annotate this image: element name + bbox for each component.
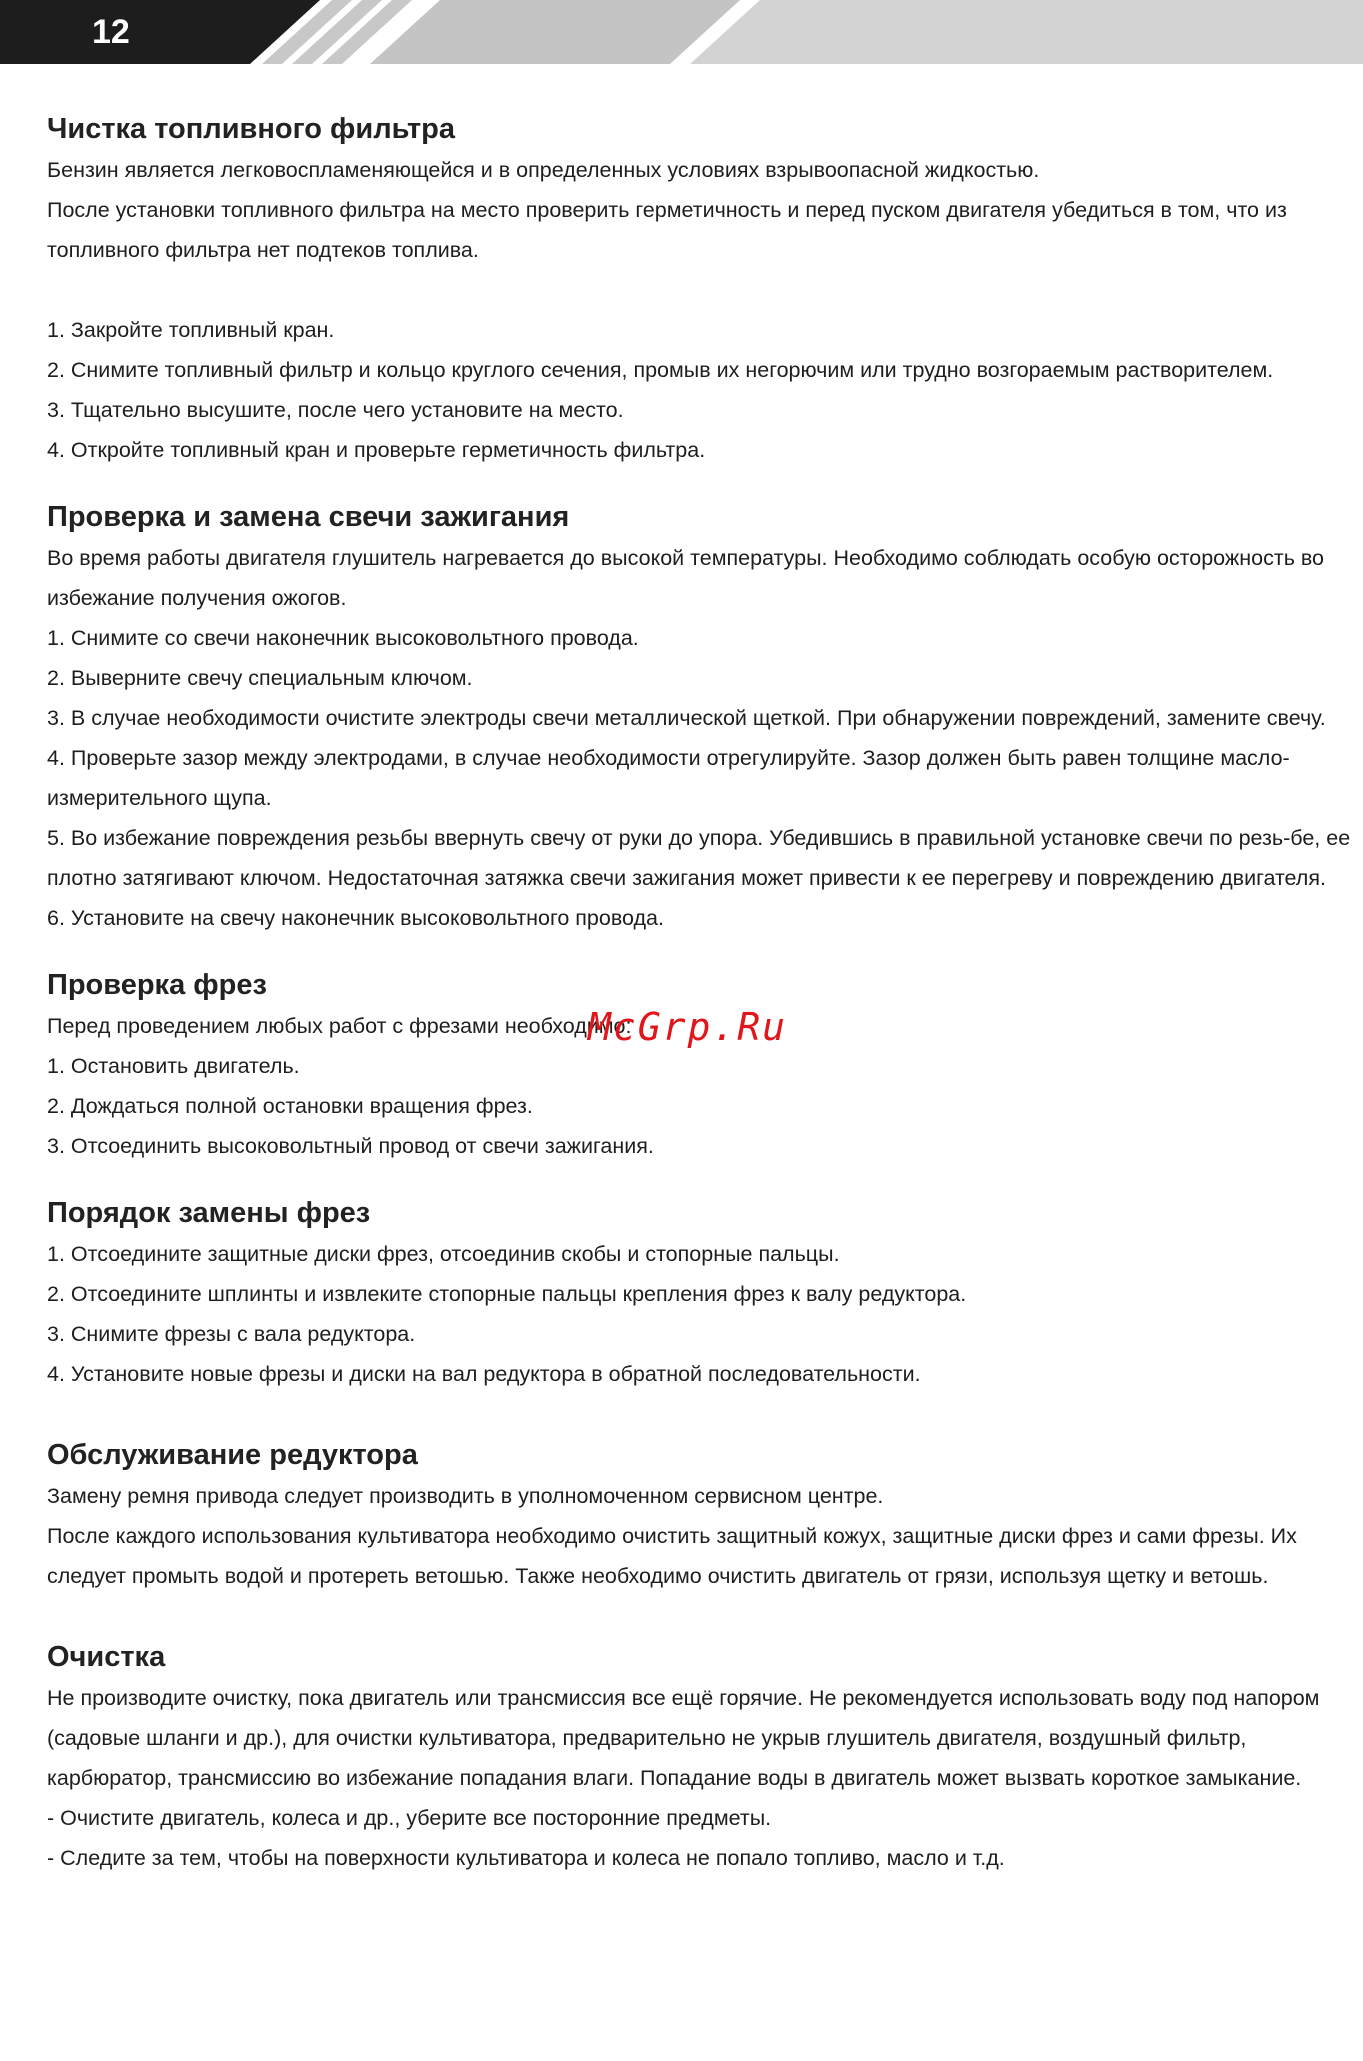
list-item: 1. Снимите со свечи наконечник высоковольтного провода. <box>47 626 639 650</box>
header-stripes-graphic <box>0 0 1363 64</box>
paragraph: Замену ремня привода следует производить в уполномоченном сервисном центре. <box>47 1484 884 1508</box>
section-tiller-check <box>47 964 1359 1166</box>
list-item: - Очистите двигатель, колеса и др., уберите все посторонние предметы. <box>47 1806 772 1830</box>
section-fuel-filter-cleaning <box>47 108 1359 470</box>
list-item: 4. Проверьте зазор между электродами, в случае необходимости отрегулируйте. Зазор должен быть равен толщине масло-измерительного щупа. <box>47 746 1290 810</box>
list-item: 2. Выверните свечу специальным ключом. <box>47 666 473 690</box>
list-item: - Следите за тем, чтобы на поверхности культиватора и колеса не попало топливо, масло и т.д. <box>47 1846 1005 1870</box>
list-item: 1. Отсоедините защитные диски фрез, отсоединив скобы и стопорные пальцы. <box>47 1242 840 1266</box>
section-title: Проверка фрез <box>47 969 267 1001</box>
list-item: 5. Во избежание повреждения резьбы ввернуть свечу от руки до упора. Убедившись в правильной установке свечи по резь-бе, ее плотно затягивают ключом. Недостаточная затяжка свечи зажигания может привести к ее перегреву и повреждению двигателя. <box>47 826 1351 890</box>
list-item: 3. В случае необходимости очистите электроды свечи металлической щеткой. При обнаружении повреждений, замените свечу. <box>47 706 1326 730</box>
section-spark-plug <box>47 496 1359 938</box>
paragraph: После каждого использования культиватора необходимо очистить защитный кожух, защитные диски фрез и сами фрезы. Их следует промыть водой и протереть ветошью. Также необходимо очистить двигатель от грязи, используя щетку и ветошь. <box>47 1524 1297 1588</box>
section-title: Чистка топливного фильтра <box>47 113 456 145</box>
section-title: Очистка <box>47 1641 166 1673</box>
paragraph: После установки топливного фильтра на место проверить герметичность и перед пуском двигателя убедиться в том, что из топливного фильтра нет подтеков топлива. <box>47 198 1287 262</box>
list-item: 1. Остановить двигатель. <box>47 1054 300 1078</box>
section-title: Проверка и замена свечи зажигания <box>47 501 570 533</box>
paragraph: Во время работы двигателя глушитель нагревается до высокой температуры. Необходимо соблюдать особую осторожность во избежание получения ожогов. <box>47 546 1325 610</box>
list-item: 6. Установите на свечу наконечник высоковольтного провода. <box>47 906 664 930</box>
list-item: 3. Снимите фрезы с вала редуктора. <box>47 1322 416 1346</box>
section-title: Обслуживание редуктора <box>47 1439 418 1471</box>
section-tiller-replacement <box>47 1192 1359 1394</box>
section-title: Порядок замены фрез <box>47 1197 371 1229</box>
section-gearbox-service <box>47 1434 1359 1596</box>
list-item: 2. Дождаться полной остановки вращения фрез. <box>47 1094 533 1118</box>
list-item: 2. Отсоедините шплинты и извлеките стопорные пальцы крепления фрез к валу редуктора. <box>47 1282 967 1306</box>
paragraph: Перед проведением любых работ с фрезами необходимо: <box>47 1014 632 1038</box>
list-item: 3. Тщательно высушите, после чего установите на место. <box>47 398 624 422</box>
list-item: 4. Установите новые фрезы и диски на вал редуктора в обратной последовательности. <box>47 1362 921 1386</box>
list-item: 1. Закройте топливный кран. <box>47 318 335 342</box>
list-item: 2. Снимите топливный фильтр и кольцо круглого сечения, промыв их негорючим или трудно возгораемым растворителем. <box>47 358 1274 382</box>
page-header-band <box>0 0 1363 64</box>
paragraph: Бензин является легковоспламеняющейся и в определенных условиях взрывоопасной жидкостью. <box>47 158 1040 182</box>
paragraph: Не производите очистку, пока двигатель или трансмиссия все ещё горячие. Не рекомендуется использовать воду под напором (садовые шланги и др.), для очистки культиватора, предварительно не укрыв глушитель двигателя, воздушный фильтр, карбюратор, трансмиссию во избежание попадания влаги. Попадание воды в двигатель может вызвать короткое замыкание. <box>47 1686 1320 1790</box>
watermark: McGrp.Ru <box>588 1005 788 1049</box>
section-cleaning <box>47 1636 1359 1878</box>
list-item: 4. Откройте топливный кран и проверьте герметичность фильтра. <box>47 438 706 462</box>
page-number: 12 <box>92 13 130 51</box>
list-item: 3. Отсоединить высоковольтный провод от свечи зажигания. <box>47 1134 654 1158</box>
document-body <box>47 108 1359 1878</box>
